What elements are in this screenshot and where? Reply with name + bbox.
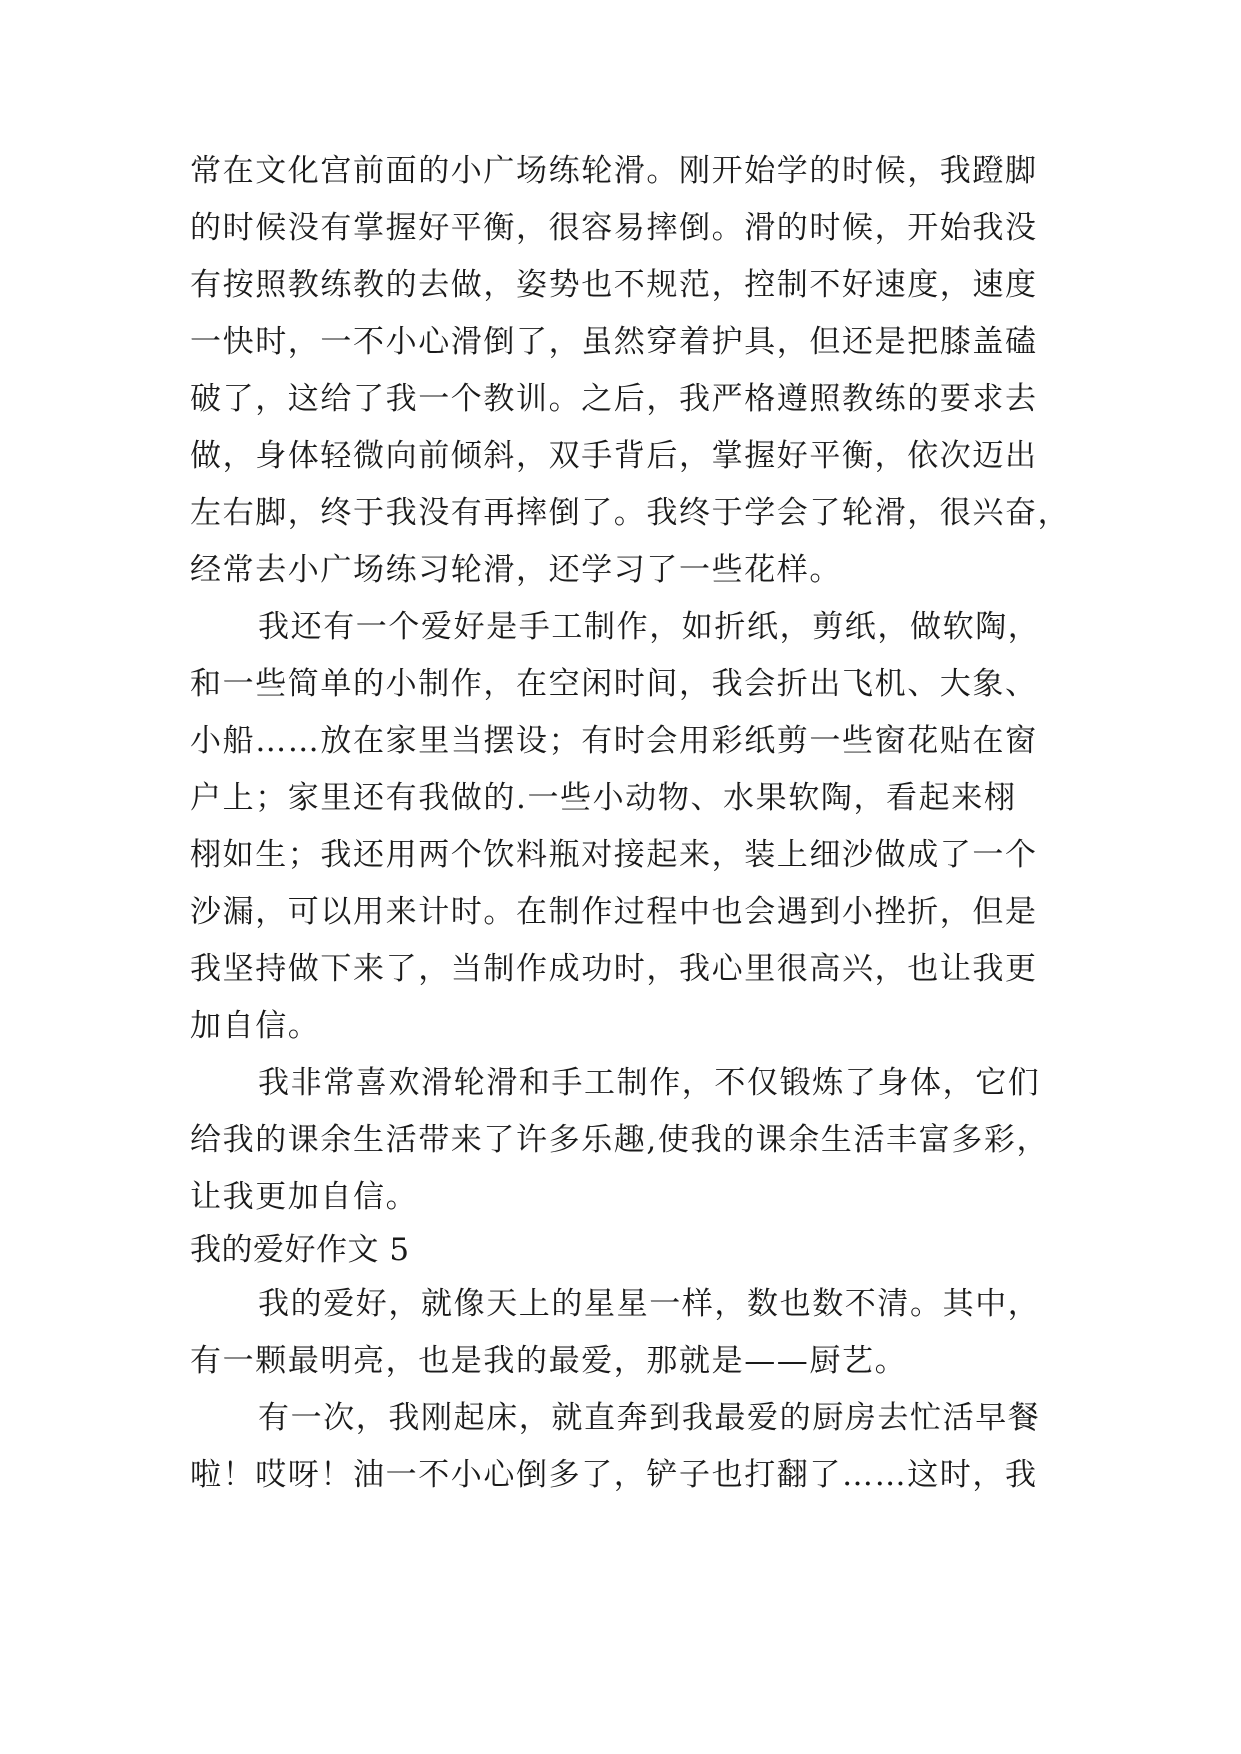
paragraph-line: 做，身体轻微向前倾斜，双手背后，掌握好平衡，依次迈出 (190, 438, 1038, 474)
paragraph-first-line: 我非常喜欢滑轮滑和手工制作，不仅锻炼了身体，它们 (258, 1065, 1041, 1101)
paragraph-first-line: 有一次，我刚起床，就直奔到我最爱的厨房去忙活早餐 (258, 1400, 1041, 1436)
paragraph-line: 我坚持做下来了，当制作成功时，我心里很高兴，也让我更 (190, 951, 1038, 987)
paragraph-line: 啦！哎呀！油一不小心倒多了，铲子也打翻了……这时，我 (190, 1457, 1038, 1493)
paragraph-line: 让我更加自信。 (190, 1179, 419, 1215)
paragraph-line: 有一颗最明亮，也是我的最爱，那就是——厨艺。 (190, 1343, 908, 1379)
paragraph-line: 左右脚，终于我没有再摔倒了。我终于学会了轮滑，很兴奋， (190, 495, 1071, 531)
paragraph-first-line: 我还有一个爱好是手工制作，如折纸，剪纸，做软陶， (258, 609, 1041, 645)
paragraph-first-line: 我的爱好，就像天上的星星一样，数也数不清。其中， (258, 1286, 1041, 1322)
paragraph-line: 加自信。 (190, 1008, 321, 1044)
paragraph-line: 小船……放在家里当摆设；有时会用彩纸剪一些窗花贴在窗 (190, 723, 1038, 759)
section-heading: 我的爱好作文 5 (190, 1232, 410, 1268)
paragraph-line: 给我的课余生活带来了许多乐趣,使我的课余生活丰富多彩， (190, 1122, 1050, 1158)
paragraph-line: 和一些简单的小制作，在空闲时间，我会折出飞机、大象、 (190, 666, 1038, 702)
paragraph-line: 常在文化宫前面的小广场练轮滑。刚开始学的时候，我蹬脚 (190, 153, 1038, 189)
paragraph-line: 沙漏，可以用来计时。在制作过程中也会遇到小挫折，但是 (190, 894, 1038, 930)
paragraph-line: 户上；家里还有我做的.一些小动物、水果软陶，看起来栩 (190, 780, 1017, 816)
paragraph-line: 的时候没有掌握好平衡，很容易摔倒。滑的时候，开始我没 (190, 210, 1038, 246)
paragraph-line: 有按照教练教的去做，姿势也不规范，控制不好速度，速度 (190, 267, 1038, 303)
paragraph-line: 一快时，一不小心滑倒了，虽然穿着护具，但还是把膝盖磕 (190, 324, 1038, 360)
paragraph-line: 栩如生；我还用两个饮料瓶对接起来，装上细沙做成了一个 (190, 837, 1038, 873)
paragraph-line: 经常去小广场练习轮滑，还学习了一些花样。 (190, 552, 842, 588)
paragraph-line: 破了，这给了我一个教训。之后，我严格遵照教练的要求去 (190, 381, 1038, 417)
